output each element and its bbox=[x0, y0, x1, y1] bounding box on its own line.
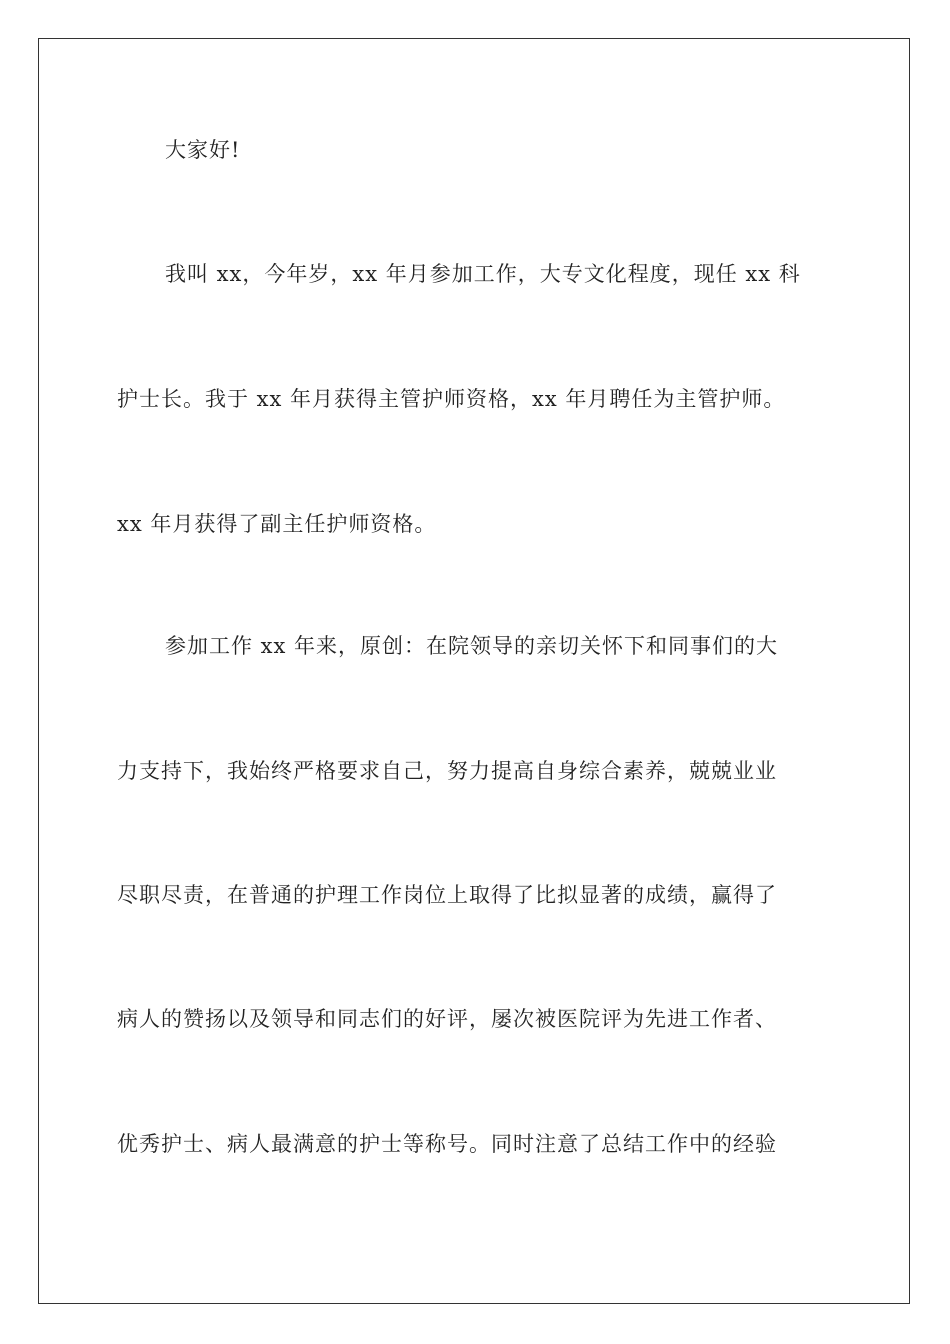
greeting-line: 大家好! bbox=[165, 138, 241, 162]
paragraph-line: 我叫 xx，今年岁，xx 年月参加工作，大专文化程度，现任 xx 科 bbox=[165, 262, 801, 286]
paragraph-line: 尽职尽责，在普通的护理工作岗位上取得了比拟显著的成绩，赢得了 bbox=[117, 883, 777, 907]
paragraph-line: 优秀护士、病人最满意的护士等称号。同时注意了总结工作中的经验 bbox=[117, 1132, 777, 1156]
paragraph-line: 参加工作 xx 年来，原创：在院领导的亲切关怀下和同事们的大 bbox=[165, 634, 779, 658]
paragraph-line: 力支持下，我始终严格要求自己，努力提高自身综合素养，兢兢业业 bbox=[117, 759, 777, 783]
paragraph-line: 护士长。我于 xx 年月获得主管护师资格，xx 年月聘任为主管护师。 bbox=[117, 387, 786, 411]
page-border bbox=[38, 38, 910, 1304]
paragraph-line: xx 年月获得了副主任护师资格。 bbox=[117, 512, 437, 536]
paragraph-line: 病人的赞扬以及领导和同志们的好评，屡次被医院评为先进工作者、 bbox=[117, 1007, 777, 1031]
